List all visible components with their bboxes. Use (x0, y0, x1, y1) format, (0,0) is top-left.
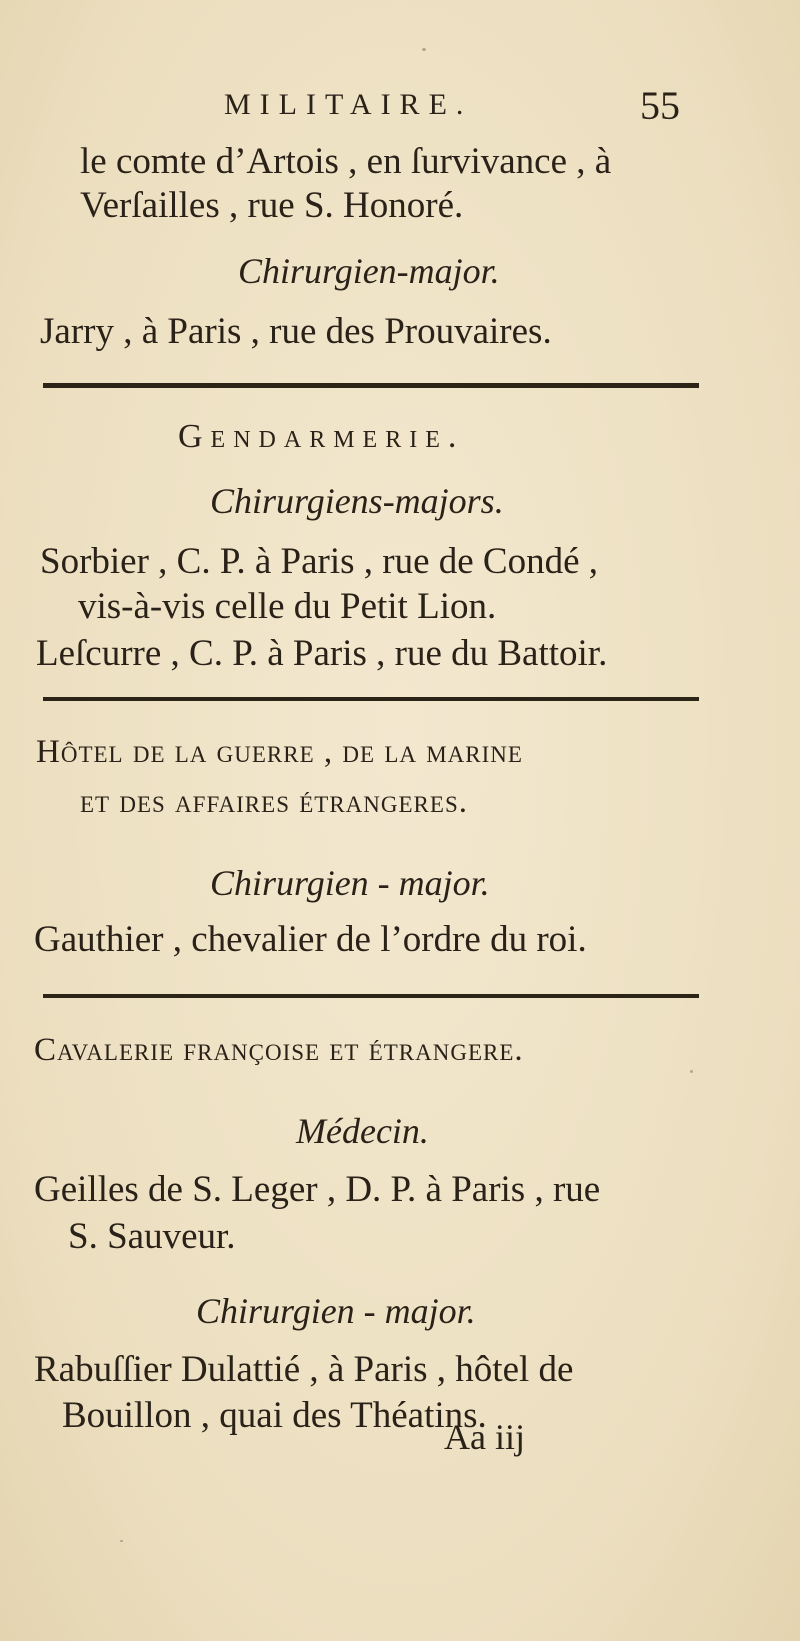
section-heading: Hôtel de la guerre , de la marine (36, 734, 523, 770)
text-line: Jarry , à Paris , rue des Prouvaires. (40, 311, 552, 352)
section-rule (43, 994, 699, 998)
paper-speck (690, 1070, 693, 1073)
role-heading: Chirurgien-major. (238, 251, 500, 291)
page-number: 55 (640, 83, 680, 128)
text-line: Rabuſſier Dulattié , à Paris , hôtel de (34, 1349, 574, 1390)
text-line: Gauthier , chevalier de l’ordre du roi. (34, 919, 587, 960)
section-heading: Cavalerie françoise et étrangere. (34, 1032, 524, 1068)
running-title: MILITAIRE. (224, 88, 473, 121)
text-line: Leſcurre , C. P. à Paris , rue du Battoir. (36, 633, 608, 674)
role-heading: Chirurgiens-majors. (210, 481, 504, 521)
text-line: Sorbier , C. P. à Paris , rue de Condé , (40, 541, 599, 582)
signature-mark: Aa iij (444, 1417, 525, 1457)
role-heading: Chirurgien - major. (210, 863, 490, 903)
section-heading: et des affaires étrangeres. (80, 784, 468, 820)
role-heading: Chirurgien - major. (196, 1291, 476, 1331)
section-rule (43, 697, 699, 701)
text-line: Verſailles , rue S. Honoré. (80, 185, 464, 226)
paper-speck (422, 48, 426, 51)
paper-speck (120, 1540, 123, 1542)
section-rule (43, 383, 699, 388)
section-heading: Gendarmerie. (178, 418, 465, 455)
text-line: Geilles de S. Leger , D. P. à Paris , rue (34, 1169, 601, 1210)
text-line: S. Sauveur. (68, 1216, 236, 1257)
text-line: Bouillon , quai des Théatins. (62, 1395, 487, 1436)
role-heading: Médecin. (296, 1111, 429, 1151)
text-line: le comte d’Artois , en ſurvivance , à (80, 141, 612, 182)
text-line: vis-à-vis celle du Petit Lion. (78, 586, 497, 627)
